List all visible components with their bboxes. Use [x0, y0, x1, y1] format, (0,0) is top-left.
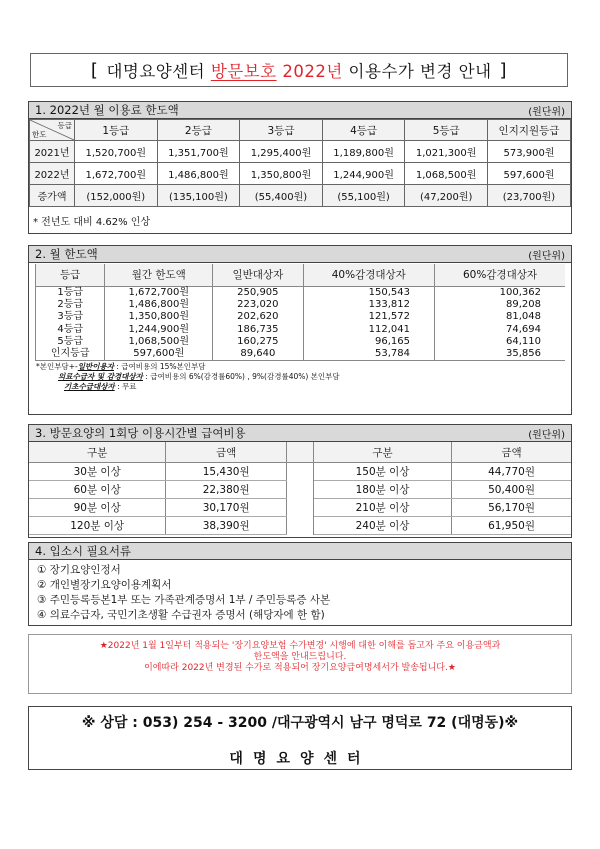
row-label: 증가액 [30, 185, 75, 207]
copay-reduced [36, 372, 565, 382]
table-cell: (135,100원) [157, 185, 240, 207]
grade-cell: 3등급 [36, 311, 105, 323]
time-cell: 150분 이상 [313, 463, 451, 481]
table-header-row [29, 442, 571, 463]
column-gap [286, 463, 313, 481]
table-cell: 1,486,800원 [105, 299, 213, 311]
table-row [30, 163, 571, 185]
table-cell: (55,100원) [322, 185, 405, 207]
table-row [29, 517, 571, 535]
section1-heading: 1. 2022년 월 이용료 한도액 [35, 103, 179, 117]
column-header: 60%감경대상자 [434, 264, 565, 287]
section3-header [29, 425, 571, 442]
time-cell: 240분 이상 [313, 517, 451, 535]
corner-cell [30, 120, 75, 141]
table-cell: (23,700원) [487, 185, 570, 207]
section2-header [29, 246, 571, 263]
table-cell: 1,672,700원 [105, 287, 213, 300]
section1-unit: (원단위) [528, 106, 565, 118]
column-gap [286, 517, 313, 535]
column-header: 5등급 [405, 120, 488, 141]
monthly-limit-section [28, 101, 572, 234]
amount-cell: 61,950원 [452, 517, 571, 535]
table-cell: 1,351,700원 [157, 141, 240, 163]
grade-limit-section [28, 245, 572, 415]
table-cell: 597,600원 [487, 163, 570, 185]
title-bracket-close: ] [499, 59, 508, 81]
column-header: 3등급 [240, 120, 323, 141]
table-cell: 1,350,800원 [105, 311, 213, 323]
copay-basic [36, 382, 565, 392]
section4-heading: 4. 입소시 필요서류 [35, 544, 132, 558]
table-row [30, 185, 571, 207]
grade-cell: 2등급 [36, 299, 105, 311]
page-title [30, 53, 568, 87]
title-center-name: 대명요양센터 [106, 62, 206, 81]
table-cell: 597,600원 [105, 348, 213, 361]
column-header: 구분 [29, 442, 166, 463]
table-cell: (152,000원) [75, 185, 158, 207]
table-cell: 64,110 [506, 335, 541, 347]
table-cell: 89,640 [213, 348, 304, 361]
amount-cell: 22,380원 [166, 481, 287, 499]
table-cell: 1,520,700원 [75, 141, 158, 163]
table-cell: 186,735 [213, 324, 304, 336]
amount-cell: 56,170원 [452, 499, 571, 517]
time-cell: 120분 이상 [29, 517, 166, 535]
table-cell: 223,020 [213, 299, 304, 311]
table-cell: 250,905 [213, 287, 304, 300]
limit-compare-table [29, 119, 571, 207]
table-cell: 112,041 [303, 324, 434, 336]
amount-cell: 50,400원 [452, 481, 571, 499]
center-name-footer: 대명요양센터 [229, 751, 371, 767]
table-row [36, 287, 566, 300]
column-gap [286, 499, 313, 517]
table-cell: 1,068,500원 [105, 336, 213, 348]
copay-reduced-text: : 급여비용의 6%(감경률60%) , 9%(감경률40%) 본인부담 [145, 372, 340, 382]
notice-line-3: 이에따라 2022년 변경된 수가로 적용되어 장기요양급여명세서가 발송됩니다.★ [144, 663, 456, 673]
row-label: 2021년 [30, 141, 75, 163]
table-cell: 81,048 [506, 311, 541, 323]
grade-cell: 4등급 [36, 324, 105, 336]
copay-reduced-label: 의료수급자 및 감경대상자 [58, 372, 143, 382]
copay-general-text: : 급여비용의 15%본인부담 [116, 362, 206, 372]
table-cell: 96,165 [303, 336, 434, 348]
table-row [36, 299, 566, 311]
visit-cost-section [28, 424, 572, 538]
column-header: 2등급 [157, 120, 240, 141]
column-header: 등급 [36, 264, 105, 287]
increase-note: * 전년도 대비 4.62% 인상 [33, 217, 151, 228]
table-cell: 121,572 [303, 311, 434, 323]
table-cell: 133,812 [303, 299, 434, 311]
column-header: 인지지원등급 [487, 120, 570, 141]
table-cell: 150,543 [303, 287, 434, 300]
table-row [29, 463, 571, 481]
amount-cell: 15,430원 [166, 463, 287, 481]
table-cell: 89,208 [506, 299, 541, 311]
table-cell: 1,244,900원 [322, 163, 405, 185]
table-cell: 1,244,900원 [105, 324, 213, 336]
table-cell: (47,200원) [405, 185, 488, 207]
column-header: 금액 [166, 442, 287, 463]
table-cell: 1,021,300원 [405, 141, 488, 163]
copay-note [35, 361, 565, 392]
visit-cost-table [29, 442, 571, 535]
amount-cell: 44,770원 [452, 463, 571, 481]
column-header: 월간 한도액 [105, 264, 213, 287]
list-item: ① 장기요양인정서 [37, 564, 121, 576]
copay-general [36, 362, 565, 372]
corner-bottom-label: 한도 [32, 130, 47, 139]
section2-unit: (원단위) [528, 250, 565, 262]
section4-header [29, 543, 571, 560]
column-gap [286, 442, 313, 463]
column-header: 1등급 [75, 120, 158, 141]
table-cell: 100,362 [499, 287, 541, 299]
column-header: 구분 [313, 442, 451, 463]
notice-box [28, 634, 572, 694]
column-header: 일반대상자 [213, 264, 304, 287]
table-cell: 53,784 [303, 348, 434, 361]
title-rest: 이용수가 변경 안내 [348, 62, 492, 81]
grade-cell: 1등급 [36, 287, 105, 300]
notice-line-2: 한도액을 안내드립니다. [253, 652, 347, 662]
time-cell: 180분 이상 [313, 481, 451, 499]
amount-cell: 30,170원 [166, 499, 287, 517]
table-cell: (55,400원) [240, 185, 323, 207]
grade-cell: 5등급 [36, 336, 105, 348]
documents-section [28, 542, 572, 626]
table-cell: 1,295,400원 [240, 141, 323, 163]
column-gap [286, 481, 313, 499]
copay-basic-text: : 무료 [117, 382, 137, 392]
table-cell: 1,350,800원 [240, 163, 323, 185]
list-item: ② 개인별장기요양이용계획서 [37, 579, 172, 591]
table-row [36, 324, 566, 336]
notice-line-1: ★2022년 1월 1일부터 적용되는 '장기요양보험 수가변경' 시행에 대한 이해를 돕고자 주요 이용금액과 [99, 641, 501, 651]
table-cell: 1,189,800원 [322, 141, 405, 163]
table-cell: 1,486,800원 [157, 163, 240, 185]
time-cell: 90분 이상 [29, 499, 166, 517]
table-row [36, 348, 566, 361]
time-cell: 30분 이상 [29, 463, 166, 481]
table-row [29, 499, 571, 517]
table-header-row [36, 264, 566, 287]
table-cell: 1,068,500원 [405, 163, 488, 185]
table-cell: 35,856 [434, 348, 565, 361]
title-bracket-open: [ [90, 59, 99, 81]
table-cell: 160,275 [213, 336, 304, 348]
row-label: 2022년 [30, 163, 75, 185]
amount-cell: 38,390원 [166, 517, 287, 535]
section1-header [29, 102, 571, 119]
grade-limit-table [35, 264, 565, 361]
table-row [36, 311, 566, 323]
column-header: 4등급 [322, 120, 405, 141]
grade-cell: 인지등급 [36, 348, 105, 361]
table-row [29, 481, 571, 499]
title-service: 방문보호 [210, 62, 277, 81]
copay-basic-label: 기초수급대상자 [64, 382, 115, 392]
title-year: 2022년 [282, 62, 343, 81]
table-row [36, 336, 566, 348]
column-header: 40%감경대상자 [303, 264, 434, 287]
table-row [30, 141, 571, 163]
contact-box [28, 706, 572, 770]
table-header-row [30, 120, 571, 141]
list-item: ④ 의료수급자, 국민기초생활 수급권자 증명서 (해당자에 한 함) [37, 609, 325, 621]
column-header: 금액 [452, 442, 571, 463]
table-cell: 74,694 [506, 323, 541, 335]
time-cell: 60분 이상 [29, 481, 166, 499]
section2-heading: 2. 월 한도액 [35, 247, 98, 261]
corner-top-label: 등급 [57, 121, 72, 130]
table-cell: 573,900원 [487, 141, 570, 163]
table-cell: 1,672,700원 [75, 163, 158, 185]
section3-unit: (원단위) [528, 429, 565, 441]
contact-line: ※ 상담 : 053) 254 - 3200 /대구광역시 남구 명덕로 72 (대명동)※ [81, 715, 519, 731]
copay-general-label: 일반이용자 [77, 362, 114, 372]
list-item: ③ 주민등록등본1부 또는 가족관계증명서 1부 / 주민등록증 사본 [37, 594, 331, 606]
copay-prefix: *본인부담+- [36, 362, 78, 372]
section3-heading: 3. 방문요양의 1회당 이용시간별 급여비용 [35, 426, 246, 440]
table-cell: 202,620 [213, 311, 304, 323]
time-cell: 210분 이상 [313, 499, 451, 517]
